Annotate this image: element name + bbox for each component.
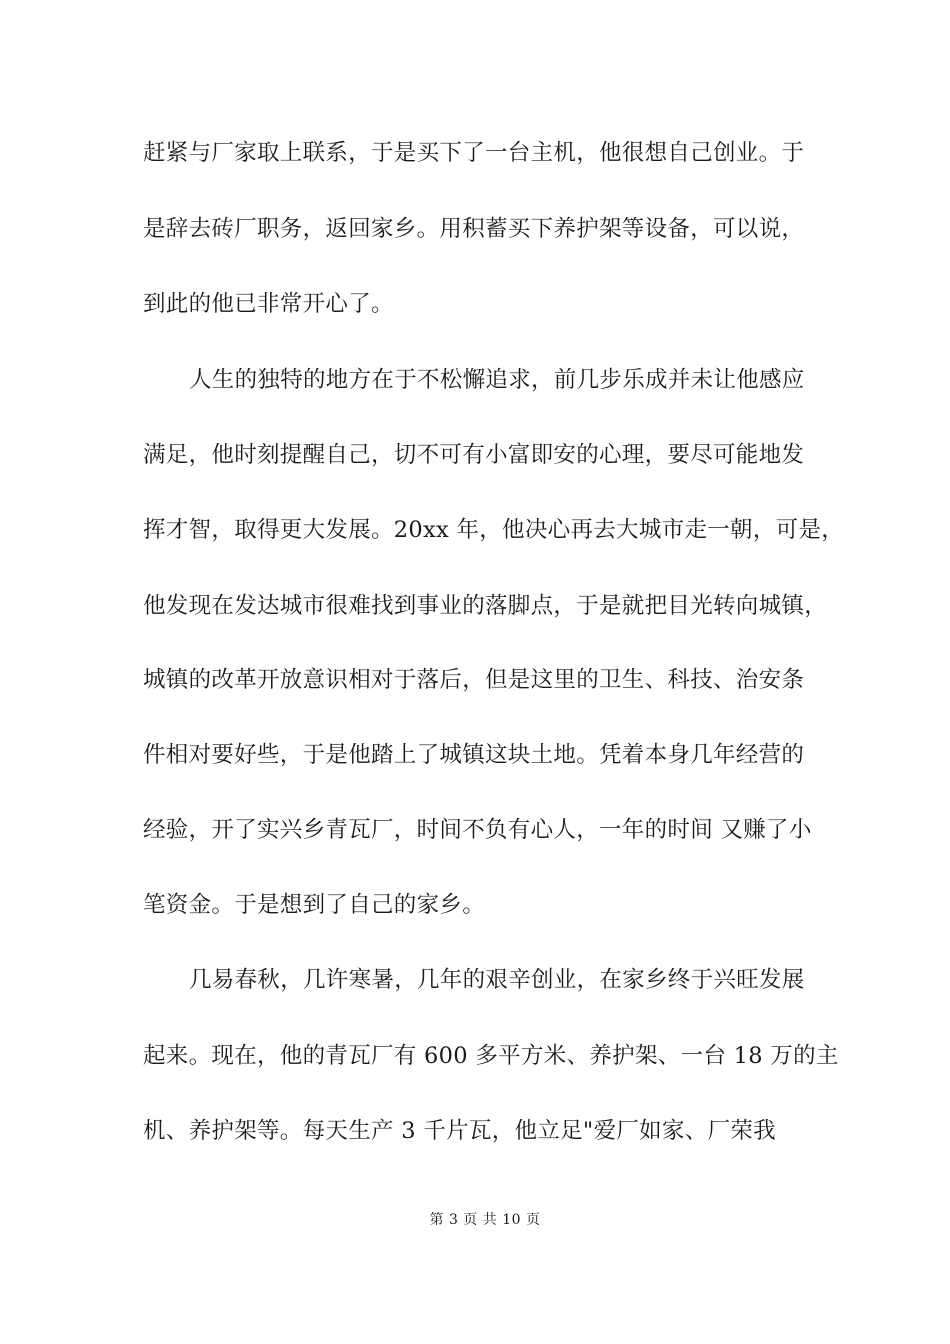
text-line: 赶紧与厂家取上联系，于是买下了一台主机，他很想自己创业。于	[143, 140, 805, 166]
text-line: 件相对要好些，于是他踏上了城镇这块土地。凭着本身几年经营的	[143, 742, 805, 768]
text-line: 他发现在发达城市很难找到事业的落脚点，于是就把目光转向城镇，	[143, 593, 828, 619]
text-line: 到此的他已非常开心了。	[143, 291, 394, 317]
text-line: 城镇的改革开放意识相对于落后，但是这里的卫生、科技、治安条	[143, 667, 805, 693]
text-line: 机、养护架等。每天生产 3 千片瓦，他立足"爱厂如家、厂荣我	[143, 1118, 776, 1144]
text-line: 满足，他时刻提醒自己，切不可有小富即安的心理，要尽可能地发	[143, 442, 805, 468]
text-line: 起来。现在，他的青瓦厂有 600 多平方米、养护架、一台 18 万的主	[143, 1043, 839, 1069]
text-line: 人生的独特的地方在于不松懈追求，前几步乐成并未让他感应	[189, 367, 805, 393]
text-line: 经验，开了实兴乡青瓦厂，时间不负有心人，一年的时间 又赚了小	[143, 817, 812, 843]
text-line: 笔资金。于是想到了自己的家乡。	[143, 892, 486, 918]
page-number-footer: 第 3 页 共 10 页	[429, 1212, 541, 1228]
text-line: 是辞去砖厂职务，返回家乡。用积蓄买下养护架等设备，可以说，	[143, 216, 805, 242]
text-line: 几易春秋，几许寒暑，几年的艰辛创业，在家乡终于兴旺发展	[189, 967, 805, 993]
text-line: 挥才智，取得更大发展。20xx 年，他决心再去大城市走一朝，可是，	[143, 517, 845, 543]
